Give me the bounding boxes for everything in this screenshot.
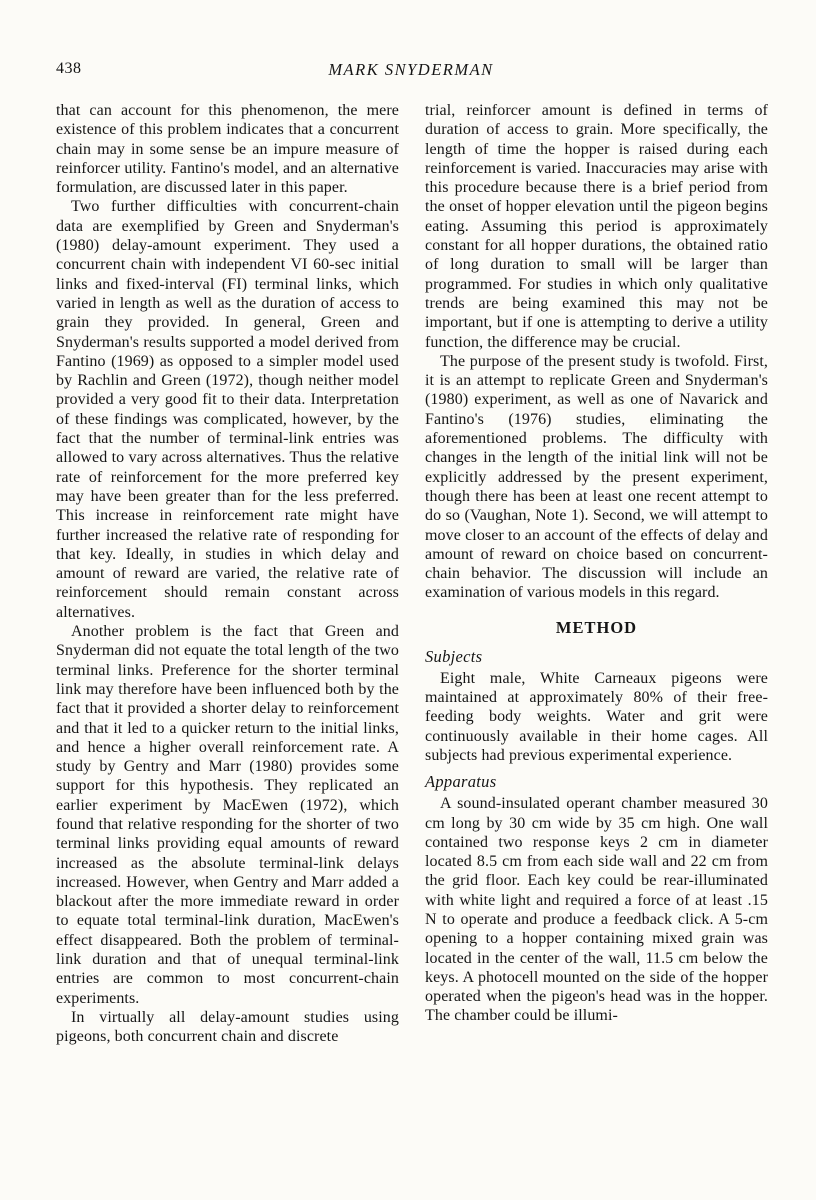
running-head: MARK SNYDERMAN	[328, 60, 494, 79]
paragraph: The purpose of the present study is twofold. First, it is an attempt to replicate Green and Snyderman's (1980) experiment, as well as one of Navarick and Fantino's (1976) studies, eliminating the aforementioned problems. The difficulty with changes in the length of the initial link will not be explicitly addressed by the present experiment, though there has been at least one recent attempt to do so (Vaughan, Note 1). Second, we will attempt to move closer to an account of the effects of delay and amount of reward on choice based on concurrent-chain behavior. The discussion will include an examination of various models in this regard.	[425, 352, 768, 602]
paragraph: In virtually all delay-amount studies using pigeons, both concurrent chain and discrete	[56, 1008, 399, 1046]
paragraph: Another problem is the fact that Green and Snyderman did not equate the total length of the two terminal links. Preference for the shorter terminal link may therefore have been influenced both by the fact that it provided a shorter delay to reinforcement and that it led to a quicker return to the initial links, and hence a higher overall reinforcement rate. A study by Gentry and Marr (1980) provides some support for this hypothesis. They replicated an earlier experiment by MacEwen (1972), which found that relative responding for the shorter of two terminal links providing equal amounts of reward increased as the absolute terminal-link delays increased. However, when Gentry and Marr added a blackout after the more immediate reward in order to equate total terminal-link duration, MacEwen's effect disappeared. Both the problem of terminal-link duration and that of unequal terminal-link entries are common to most concurrent-chain experiments.	[56, 623, 399, 1007]
paragraph: A sound-insulated operant chamber measured 30 cm long by 30 cm wide by 35 cm high. One wall contained two response keys 2 cm in diameter located 8.5 cm from each side wall and 22 cm from the grid floor. Each key could be rear-illuminated with white light and required a force of at least .15 N to operate and produce a feedback click. A 5-cm opening to a hopper containing mixed grain was located in the center of the wall, 11.5 cm below the keys. A photocell mounted on the side of the hopper operated when the pigeon's head was in the hopper. The chamber could be illumi-	[425, 795, 768, 1025]
page-header	[56, 60, 766, 82]
two-column-body	[56, 101, 768, 1047]
paragraph: trial, reinforcer amount is defined in terms of duration of access to grain. More specifically, the length of time the hopper is raised during each reinforcement is varied. Inaccuracies may arise with this procedure because there is a brief period from the onset of hopper elevation until the pigeon begins eating. Assuming this period is approximately constant for all hopper durations, the obtained ratio of long duration to small will be larger than programmed. For studies in which only qualitative trends are being examined this may not be important, but if one is attempting to derive a utility function, the difference may be crucial.	[425, 102, 768, 351]
section-heading-method: METHOD	[555, 617, 638, 637]
left-column	[56, 101, 399, 1047]
paragraph: Eight male, White Carneaux pigeons were maintained at approximately 80% of their free-feeding body weights. Water and grit were continuously available in their home cages. All subjects had previous experimental experience.	[425, 669, 768, 764]
paragraph: that can account for this phenomenon, the mere existence of this problem indicates that a concurrent chain may in some sense be an impure measure of reinforcer utility. Fantino's model, and an alternative formulation, are discussed later in this paper.	[56, 102, 399, 197]
subsection-heading-apparatus: Apparatus	[425, 772, 497, 792]
page-number: 438	[56, 60, 82, 77]
paragraph: Two further difficulties with concurrent-chain data are exemplified by Green and Snyderman's (1980) delay-amount experiment. They used a concurrent chain with independent VI 60-sec initial links and fixed-interval (FI) terminal links, which varied in length as well as the duration of access to grain they provided. In general, Green and Snyderman's results supported a model derived from Fantino (1969) as opposed to a simpler model used by Rachlin and Green (1972), though neither model provided a very good fit to their data. Interpretation of these findings was complicated, however, by the fact that the number of terminal-link entries was allowed to vary across alternatives. Thus the relative rate of reinforcement for the more preferred key may have been greater than for the less preferred. This increase in reinforcement rate might have further increased the relative rate of responding for that key. Ideally, in studies in which delay and amount of reward are varied, the relative rate of reinforcement should remain constant across alternatives.	[56, 198, 399, 621]
right-column	[425, 101, 768, 1047]
subsection-heading-subjects: Subjects	[425, 646, 483, 666]
